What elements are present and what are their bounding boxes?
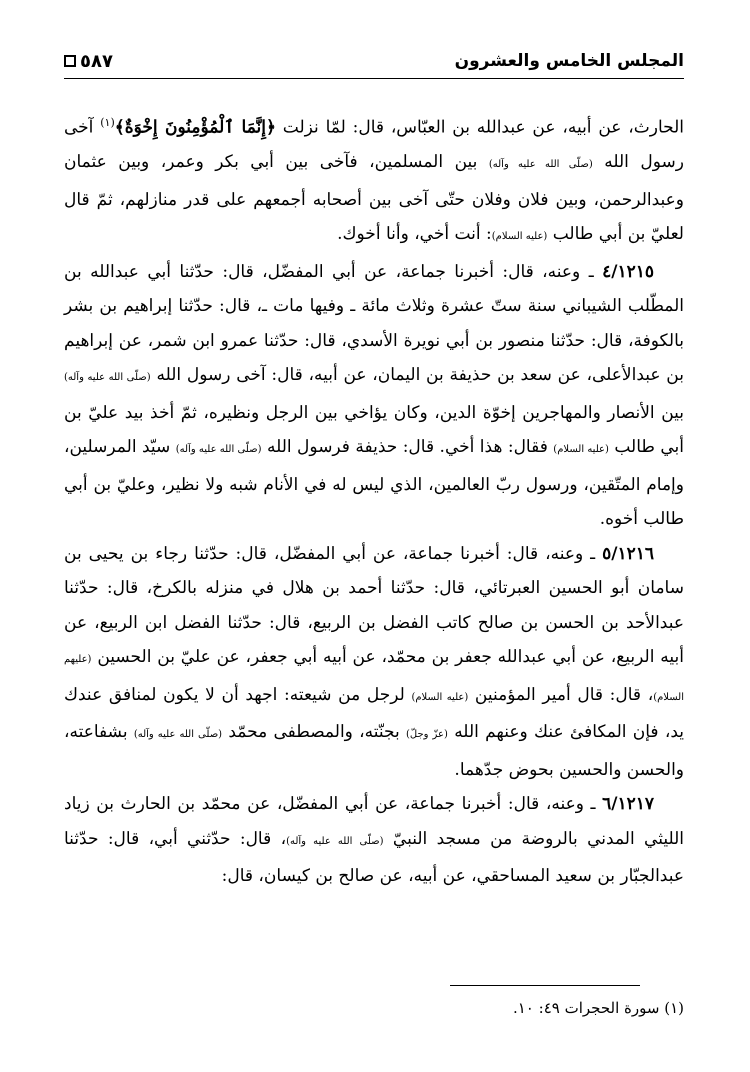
footnote-divider: [450, 985, 640, 986]
hadith-number: ٦/١٢١٧: [602, 794, 654, 815]
text-run: ، قال: قال أمير المؤمنين: [468, 684, 654, 705]
footnote-ref: (١): [100, 116, 115, 129]
paragraph-1: [64, 106, 684, 255]
text-run: : أنت أخي، وأنا أخوك.: [337, 224, 492, 245]
text-run: بين المسلمين، فآخى بين أبي بكر وعمر، وبين عثمان وعبدالرحمن، وبين فلان وفلان حتّى آخى بين أصحابه أجمعهم على قدر منازلهم، ثمّ قال لعليّ بن أبي طالب: [64, 152, 684, 245]
text-run: لرجل من شيعته: اجهد أن لا يكون لمنافق عندك يد، فإن المكافئ عنك وعنهم الله: [64, 684, 684, 743]
honorific: (عليه السلام): [491, 231, 548, 243]
text-run: بجنّته، والمصطفى محمّد: [222, 722, 406, 743]
text-run: بين الأنصار والمهاجرين إخوّة الدين، وكان يؤاخي بين الرجل ونظيره، ثمّ أخذ بيد عليّ بن أبي طالب: [64, 402, 684, 458]
page-number-group: [64, 51, 113, 72]
page-header: [64, 44, 684, 79]
text-run: بشفاعته، والحسن والحسين بحوض جدّهما.: [64, 722, 684, 780]
page-body: [64, 106, 684, 894]
honorific: (صلّى الله عليه وآله): [175, 444, 262, 456]
text-run: الحارث، عن أبيه، عن عبدالله بن العبّاس، قال: لمّا نزلت: [275, 117, 685, 138]
paragraph-2: [64, 255, 684, 537]
page-number: ٥٨٧: [80, 50, 113, 72]
hadith-number: ٤/١٢١٥: [602, 261, 654, 282]
square-icon: [64, 55, 76, 67]
text-run: آخى رسول الله: [64, 117, 684, 173]
paragraph-4: [64, 787, 684, 894]
honorific: (صلّى الله عليه وآله): [64, 372, 151, 384]
honorific: (عليهم السلام): [64, 654, 684, 703]
text-run: فقال: هذا أخي. قال: حذيفة فرسول الله: [261, 437, 554, 458]
honorific: (صلّى الله عليه وآله): [133, 729, 223, 741]
text-run: ـ وعنه، قال: أخبرنا جماعة، عن أبي المفضّل، قال: حدّثنا أبي عبدالله بن المطّلب الشيباني سنة ستّ عشرة وثلاث مائة ـ وفيها مات ـ، قال: حدّثنا إبراهيم بن بشر بالكوفة، قال: حدّثنا منصور بن أبي نويرة الأسدي، قال: حدّثنا عمرو ابن شمر، عن إبراهيم بن عبدالأعلى، عن سعد بن حذيفة بن اليمان، عن أبيه، قال: آخى رسول الله: [64, 261, 684, 386]
text-run: ، قال: حدّثني أبي، قال: حدّثنا عبدالجبّار بن سعيد المساحقي، عن أبيه، عن صالح بن كيسان، قال:: [64, 828, 684, 887]
text-run: ـ وعنه، قال: أخبرنا جماعة، عن أبي المفضّل، عن محمّد بن الحارث بن زياد الليثي المدني بالروضة من مسجد النبيّ: [64, 794, 684, 849]
running-title: المجلس الخامس والعشرون: [454, 51, 684, 71]
honorific: (عليه السلام): [553, 444, 609, 456]
honorific: (عليه السلام): [411, 691, 469, 703]
hadith-number: ٥/١٢١٦: [602, 543, 654, 564]
text-run: ـ وعنه، قال: أخبرنا جماعة، عن أبي المفضّل، قال: حدّثنا رجاء بن يحيى بن سامان أبو الحسين العبرتائي، قال: حدّثنا أحمد بن هلال في منزله بالكرخ، قال: حدّثنا عبدالأحد بن الحسن بن صالح كاتب الفضل بن الربيع، قال: حدّثنا الفضل ابن الربيع، عن أبيه الربيع، عن أبي عبدالله جعفر بن محمّد، عن أبيه أبي جعفر، عن عليّ بن الحسين: [64, 543, 684, 668]
text-run: سيّد المرسلين، وإمام المتّقين، ورسول ربّ العالمين، الذي ليس له في الأنام شبه ولا نظير، وعليّ بن أبي طالب أخوه.: [64, 437, 684, 530]
honorific: (عزّ وجلّ): [406, 729, 448, 741]
paragraph-3: [64, 537, 684, 788]
honorific: (صلّى الله عليه وآله): [286, 835, 384, 847]
footnote: (١) سورة الحجرات ٤٩: ١٠.: [512, 999, 684, 1017]
honorific: (صلّى الله عليه وآله): [488, 159, 593, 171]
quran-verse: ﴿إِنَّمَا ٱلْمُؤْمِنُونَ إِخْوَةٌ﴾: [114, 117, 276, 138]
